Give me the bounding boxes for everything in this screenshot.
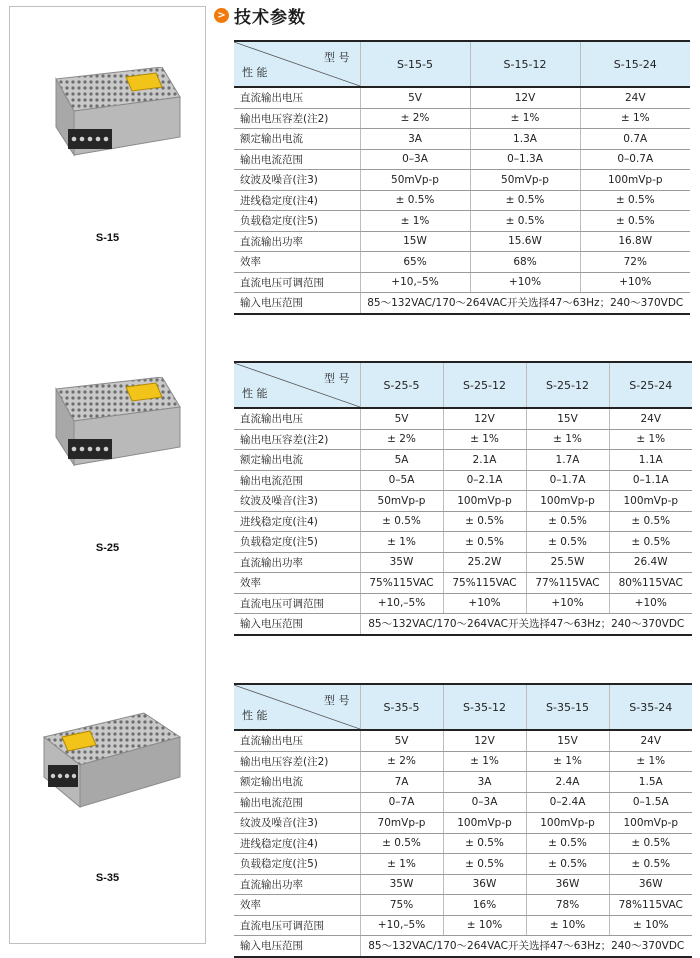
cell: 26.4W [609,552,692,573]
table-row [234,149,690,170]
cell: 1.3A [470,129,580,150]
cell: 0–5A [360,470,443,491]
cell: ± 1% [360,854,443,875]
cell: ± 1% [360,211,470,232]
row-label: 输出电流范围 [234,470,360,491]
cell: 80%115VAC [609,573,692,594]
table-row [234,87,690,108]
table-row [234,272,690,293]
cell: 0–3A [360,149,470,170]
product-image-panel [9,6,206,944]
model-header: S-15-5 [360,42,470,87]
cell: 25.5W [526,552,609,573]
table-row [234,429,692,450]
row-label: 进线稳定度(注4) [234,511,360,532]
cell: 68% [470,252,580,273]
cell: 12V [443,730,526,751]
cell: 70mVp-p [360,813,443,834]
cell: 35W [360,874,443,895]
cell: ± 0.5% [470,190,580,211]
cell: 1.5A [609,772,692,793]
cell: 75%115VAC [443,573,526,594]
cell: 50mVp-p [360,491,443,512]
cell: 24V [609,730,692,751]
cell: ± 1% [443,751,526,772]
cell: +10,–5% [360,915,443,936]
corner-spec-label: 性 能 [242,387,268,400]
row-label: 输出电流范围 [234,792,360,813]
section-heading [214,4,306,26]
cell: 75% [360,895,443,916]
row-label: 输出电流范围 [234,149,360,170]
table-row [234,593,692,614]
spec-table-s35 [234,685,692,958]
header-corner-cell [234,42,360,87]
table-row [234,854,692,875]
input-voltage-row [234,614,692,635]
row-label: 直流输出功率 [234,231,360,252]
row-label: 负载稳定度(注5) [234,532,360,553]
cell: 0–1.3A [470,149,580,170]
product-model-label: S-35 [95,872,120,884]
cell: 15.6W [470,231,580,252]
row-label: 额定输出电流 [234,129,360,150]
cell: ± 1% [470,108,580,129]
table-row [234,573,692,594]
cell: 2.1A [443,450,526,471]
cell: 0–1.7A [526,470,609,491]
row-label: 直流输出电压 [234,87,360,108]
power-supply-image [34,707,184,817]
cell: 100mVp-p [580,170,690,191]
cell: ± 0.5% [360,511,443,532]
cell: 65% [360,252,470,273]
cell: +10% [580,272,690,293]
cell: 3A [360,129,470,150]
model-header: S-35-12 [443,685,526,730]
cell: ± 0.5% [609,833,692,854]
header-corner-cell [234,685,360,730]
cell: 0–2.1A [443,470,526,491]
product-model-label: S-15 [95,232,120,244]
cell: ± 0.5% [526,511,609,532]
model-header: S-35-15 [526,685,609,730]
model-header: S-15-24 [580,42,690,87]
row-label: 输出电压容差(注2) [234,108,360,129]
cell: 36W [443,874,526,895]
table-row [234,108,690,129]
cell: 16.8W [580,231,690,252]
cell: 5V [360,87,470,108]
cell: ± 2% [360,751,443,772]
table-row [234,792,692,813]
cell: 1.1A [609,450,692,471]
table-row [234,532,692,553]
cell: 100mVp-p [443,491,526,512]
row-label: 输入电压范围 [234,293,360,314]
table-row [234,751,692,772]
cell: +10% [443,593,526,614]
cell: 75%115VAC [360,573,443,594]
table-row [234,915,692,936]
row-label: 进线稳定度(注4) [234,833,360,854]
cell: 0–1.5A [609,792,692,813]
cell: 36W [526,874,609,895]
cell: 15V [526,408,609,429]
cell: 50mVp-p [470,170,580,191]
cell: 24V [609,408,692,429]
cell: 15V [526,730,609,751]
table-row [234,813,692,834]
cell: +10,–5% [360,593,443,614]
cell: ± 0.5% [443,532,526,553]
corner-model-label: 型 号 [324,694,350,707]
table-row [234,511,692,532]
row-label: 直流电压可调范围 [234,915,360,936]
cell: 1.7A [526,450,609,471]
row-label: 输入电压范围 [234,936,360,957]
row-label: 效率 [234,573,360,594]
cell: +10% [470,272,580,293]
table-row [234,552,692,573]
model-header: S-25-12 [443,363,526,408]
cell: ± 0.5% [580,190,690,211]
input-voltage-row [234,293,690,314]
cell: 36W [609,874,692,895]
row-label: 直流电压可调范围 [234,272,360,293]
row-label: 输入电压范围 [234,614,360,635]
cell: ± 0.5% [526,854,609,875]
cell: ± 0.5% [580,211,690,232]
cell: ± 0.5% [609,532,692,553]
spec-table-s25 [234,363,692,636]
table-row [234,833,692,854]
cell: ± 0.5% [526,532,609,553]
table-row [234,730,692,751]
cell: 25.2W [443,552,526,573]
cell: 16% [443,895,526,916]
table-row [234,129,690,150]
model-header: S-25-24 [609,363,692,408]
cell: 15W [360,231,470,252]
cell: 24V [580,87,690,108]
cell: ± 2% [360,429,443,450]
row-label: 效率 [234,895,360,916]
cell: 77%115VAC [526,573,609,594]
cell: ± 1% [580,108,690,129]
cell: 12V [470,87,580,108]
cell: 5V [360,408,443,429]
cell: ± 1% [526,751,609,772]
row-label: 纹波及噪音(注3) [234,813,360,834]
cell: ± 0.5% [443,511,526,532]
table-row [234,170,690,191]
cell: ± 0.5% [443,854,526,875]
cell: ± 0.5% [360,833,443,854]
table-header-row [234,363,692,408]
row-label: 负载稳定度(注5) [234,854,360,875]
cell: 0–2.4A [526,792,609,813]
model-header: S-15-12 [470,42,580,87]
cell: ± 10% [526,915,609,936]
table-header-row [234,42,690,87]
header-corner-cell [234,363,360,408]
row-label: 输出电压容差(注2) [234,751,360,772]
input-voltage-value: 85～132VAC/170～264VAC开关选择47～63Hz；240～370VDC [360,614,692,635]
table-row [234,190,690,211]
section-title: 技术参数 [234,7,306,28]
cell: 12V [443,408,526,429]
table-row [234,895,692,916]
cell: ± 0.5% [609,511,692,532]
cell: 0–1.1A [609,470,692,491]
model-header: S-35-5 [360,685,443,730]
cell: +10% [526,593,609,614]
row-label: 额定输出电流 [234,772,360,793]
cell: 100mVp-p [443,813,526,834]
table-header-row [234,685,692,730]
row-label: 直流输出功率 [234,552,360,573]
cell: ± 1% [609,751,692,772]
cell: 78% [526,895,609,916]
table-row [234,772,692,793]
cell: 100mVp-p [609,813,692,834]
cell: 0–0.7A [580,149,690,170]
input-voltage-value: 85～132VAC/170～264VAC开关选择47～63Hz；240～370VDC [360,936,692,957]
row-label: 效率 [234,252,360,273]
model-header: S-25-5 [360,363,443,408]
cell: 0.7A [580,129,690,150]
cell: ± 0.5% [526,833,609,854]
cell: ± 0.5% [470,211,580,232]
model-header: S-35-24 [609,685,692,730]
model-header: S-25-12 [526,363,609,408]
table-row [234,408,692,429]
cell: 72% [580,252,690,273]
row-label: 直流输出功率 [234,874,360,895]
power-supply-image [34,67,184,177]
arrow-bullet-icon: > [214,8,229,23]
cell: ± 1% [360,532,443,553]
row-label: 输出电压容差(注2) [234,429,360,450]
cell: +10,–5% [360,272,470,293]
row-label: 额定输出电流 [234,450,360,471]
table-row [234,491,692,512]
table-row [234,211,690,232]
cell: 3A [443,772,526,793]
row-label: 直流电压可调范围 [234,593,360,614]
cell: 35W [360,552,443,573]
cell: ± 10% [443,915,526,936]
cell: ± 0.5% [360,190,470,211]
table-row [234,252,690,273]
cell: 100mVp-p [526,491,609,512]
spec-table-s15 [234,42,690,315]
row-label: 直流输出电压 [234,408,360,429]
corner-model-label: 型 号 [324,51,350,64]
input-voltage-row [234,936,692,957]
cell: 100mVp-p [526,813,609,834]
power-supply-image [34,377,184,487]
corner-spec-label: 性 能 [242,66,268,79]
cell: 2.4A [526,772,609,793]
cell: ± 0.5% [609,854,692,875]
product-model-label: S-25 [95,542,120,554]
cell: 5V [360,730,443,751]
cell: +10% [609,593,692,614]
row-label: 负载稳定度(注5) [234,211,360,232]
cell: 78%115VAC [609,895,692,916]
cell: ± 10% [609,915,692,936]
cell: 5A [360,450,443,471]
table-row [234,470,692,491]
cell: 0–7A [360,792,443,813]
corner-model-label: 型 号 [324,372,350,385]
corner-spec-label: 性 能 [242,709,268,722]
row-label: 纹波及噪音(注3) [234,491,360,512]
cell: 50mVp-p [360,170,470,191]
table-row [234,231,690,252]
row-label: 纹波及噪音(注3) [234,170,360,191]
cell: ± 0.5% [443,833,526,854]
cell: ± 1% [609,429,692,450]
table-row [234,450,692,471]
cell: 7A [360,772,443,793]
cell: 100mVp-p [609,491,692,512]
row-label: 直流输出电压 [234,730,360,751]
input-voltage-value: 85～132VAC/170～264VAC开关选择47～63Hz；240～370VDC [360,293,690,314]
row-label: 进线稳定度(注4) [234,190,360,211]
cell: ± 2% [360,108,470,129]
cell: 0–3A [443,792,526,813]
table-row [234,874,692,895]
cell: ± 1% [526,429,609,450]
cell: ± 1% [443,429,526,450]
